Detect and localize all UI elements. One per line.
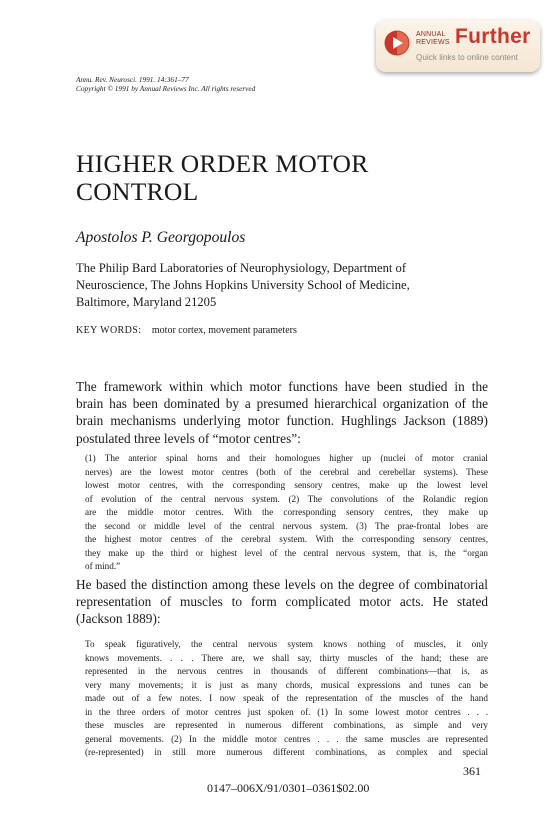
block-quote-1 <box>85 452 488 574</box>
play-arrow-icon <box>384 30 410 56</box>
title-line-2: CONTROL <box>76 177 199 206</box>
body-paragraph-1 <box>76 378 488 447</box>
quote-line: the second or middle level of the central nervous system. (3) The prae-frontal lobes are <box>85 520 488 531</box>
body-paragraph-2 <box>76 576 488 628</box>
quote-line: knows movements. . . . There are, we shall say, thirty muscles of the hand; these are <box>85 652 488 663</box>
badge-subtitle: Quick links to online content <box>416 53 518 62</box>
quote-line: very many movements; it is just as many chords, musical expressions and tunes can be <box>85 679 488 690</box>
quote-line: general movements. (2) In the middle motor centres . . . the same muscles are represented <box>85 733 488 744</box>
page-number: 361 <box>463 764 481 778</box>
issn-line: 0147–006X/91/0301–0361$02.00 <box>207 781 370 795</box>
quote-line: in the three orders of motor centres just spoken of. (1) In some lowest motor centres . . . <box>85 706 488 717</box>
keywords <box>76 325 297 336</box>
quote-line: (re-represented) in still more numerous different combinations, as complex and special <box>85 747 488 757</box>
quote-line: of evolution of the central nervous system. (2) The convolutions of the Rolandic region <box>85 493 488 504</box>
keywords-label: KEY WORDS: <box>76 325 142 336</box>
author-name: Apostolos P. Georgopoulos <box>76 229 246 246</box>
quote-line: they make up the third or highest level of the central nervous system, that is, the “organ <box>85 547 488 558</box>
quote-line: these muscles are represented in numerous different combinations, as simple and very <box>85 720 488 730</box>
quote-line: To speak figuratively, the central nervous system knows nothing of muscles, it only <box>85 639 488 649</box>
quote-line: nerves) are the lowest motor centres (both of the cerebral and cerebellar systems). These <box>85 466 488 477</box>
badge-annual-text: ANNUAL <box>416 31 446 38</box>
article-title <box>76 150 496 206</box>
quote-line: (1) The anterior spinal horns and their homologues higher up (nuclei of motor cranial <box>85 453 488 463</box>
paragraph-line: The framework within which motor functions have been studied in the <box>76 379 488 394</box>
annual-reviews-wordmark <box>416 31 460 46</box>
paragraph-line: (Jackson 1889): <box>76 611 161 627</box>
citation-line-2: Copyright © 1991 by Annual Reviews Inc. All rights reserved <box>76 84 256 93</box>
keywords-value: motor cortex, movement parameters <box>151 325 297 336</box>
quote-line: of mind.” <box>85 561 121 571</box>
paragraph-line: He based the distinction among these levels on the degree of combinatorial <box>76 577 488 592</box>
paragraph-line: representation of muscles to form complicated motor acts. He stated <box>76 594 488 610</box>
quote-line: lowest motor centres, with the corresponding sensory centres, make up the lowest level <box>85 480 488 490</box>
badge-further-text: Further <box>455 25 531 48</box>
title-line-1: HIGHER ORDER MOTOR <box>76 149 369 178</box>
quote-line: represented in the nervous centres in thousands of different combinations—that is, as <box>85 666 488 676</box>
badge-reviews-text: REVIEWS <box>416 38 450 46</box>
affiliation-line-3: Baltimore, Maryland 21205 <box>76 295 217 309</box>
block-quote-2 <box>85 638 488 760</box>
paragraph-line: brain mechanisms underlying motor function. Hughlings Jackson (1889) <box>76 413 488 429</box>
paragraph-line: postulated three levels of “motor centres”: <box>76 430 301 446</box>
citation-line-1: Annu. Rev. Neurosci. 1991. 14:361–77 <box>76 75 189 84</box>
quote-line: the highest motor centres of the cerebral system. With the corresponding sensory centres, <box>85 534 488 544</box>
affiliation-line-1: The Philip Bard Laboratories of Neurophysiology, Department of <box>76 261 407 275</box>
paragraph-line: brain has been dominated by a presumed hierarchical organization of the <box>76 396 488 412</box>
author-affiliation <box>76 260 496 311</box>
further-badge[interactable] <box>376 20 540 72</box>
quote-line: are the middle motor centres. With the corresponding sensory centres, they make up <box>85 507 488 517</box>
quote-line: made out of a few notes. I now speak of the representation of the muscles of the hand <box>85 693 488 703</box>
journal-citation <box>76 75 255 93</box>
affiliation-line-2: Neuroscience, The Johns Hopkins University School of Medicine, <box>76 278 410 292</box>
